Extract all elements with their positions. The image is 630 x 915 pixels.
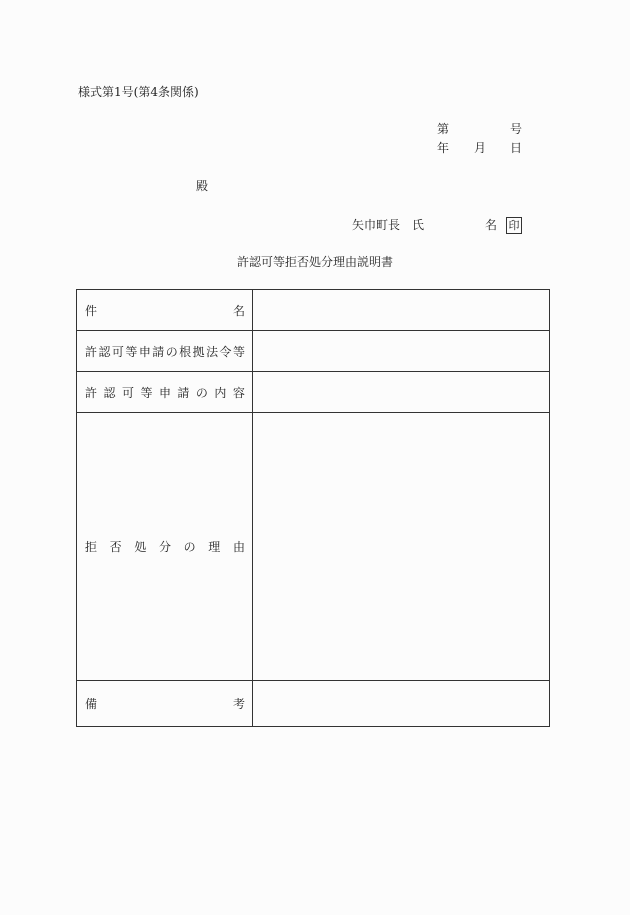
label-char: 法 [206,344,219,359]
row-application-content-label [77,372,253,413]
sender-name-suffix: 名 [485,218,498,232]
label-char: 内 [214,385,227,400]
sender-name-prefix: 氏 [412,218,425,232]
label-char: の [165,344,178,359]
label-char: 否 [109,540,122,554]
addressee-honorific: 殿 [196,179,209,193]
label-char: の [183,540,196,554]
label-char: 拒 [85,540,98,554]
document-number-suffix: 号 [510,122,523,136]
label-char: 備 [85,697,98,711]
label-char: 認 [103,385,116,400]
label-char: 分 [158,540,171,554]
label-char: 理 [208,540,221,554]
sender-block [352,217,524,235]
label-char: 認 [98,344,111,359]
row-refusal-reason-label [77,413,253,681]
document-number-prefix: 第 [437,122,450,136]
date-year-label: 年 [437,141,450,155]
label-char: 可 [121,385,134,400]
table-row [77,413,550,681]
row-legal-basis-value[interactable] [253,331,550,372]
label-char: 容 [232,385,245,400]
row-remarks-value[interactable] [253,681,550,727]
row-application-content-value[interactable] [253,372,550,413]
label-char: 由 [232,540,245,554]
label-char: の [195,385,208,400]
label-char: 許 [85,385,98,400]
row-subject-value[interactable] [253,290,550,331]
label-char: 件 [85,303,98,318]
form-code: 様式第1号(第4条関係) [78,85,199,99]
label-char: 等 [232,344,245,359]
label-char: 拠 [192,344,205,359]
label-char: 令 [219,344,232,359]
label-char: 根 [179,344,192,359]
label-char: 請 [152,344,165,359]
label-char: 考 [232,697,245,711]
document-number [437,123,521,137]
label-char: 等 [125,344,138,359]
label-char: 申 [138,344,151,359]
row-legal-basis-label [77,331,253,372]
table-row [77,372,550,413]
document-date [437,142,521,156]
label-char: 申 [158,385,171,400]
row-refusal-reason-value[interactable] [253,413,550,681]
table-row [77,331,550,372]
label-char: 処 [134,540,147,554]
row-remarks-label [77,681,253,727]
row-subject-label [77,290,253,331]
label-char: 許 [85,344,98,359]
reason-table [76,289,550,727]
label-char: 等 [140,385,153,400]
sender-title: 矢巾町長 [352,218,401,232]
label-char: 名 [232,303,245,318]
date-day-label: 日 [510,141,523,155]
document-title: 許認可等拒否処分理由説明書 [236,255,393,269]
seal-stamp-box: 印 [506,217,522,234]
date-month-label: 月 [474,141,487,155]
label-char: 可 [111,344,124,359]
table-row [77,681,550,727]
table-row [77,290,550,331]
label-char: 請 [177,385,190,400]
